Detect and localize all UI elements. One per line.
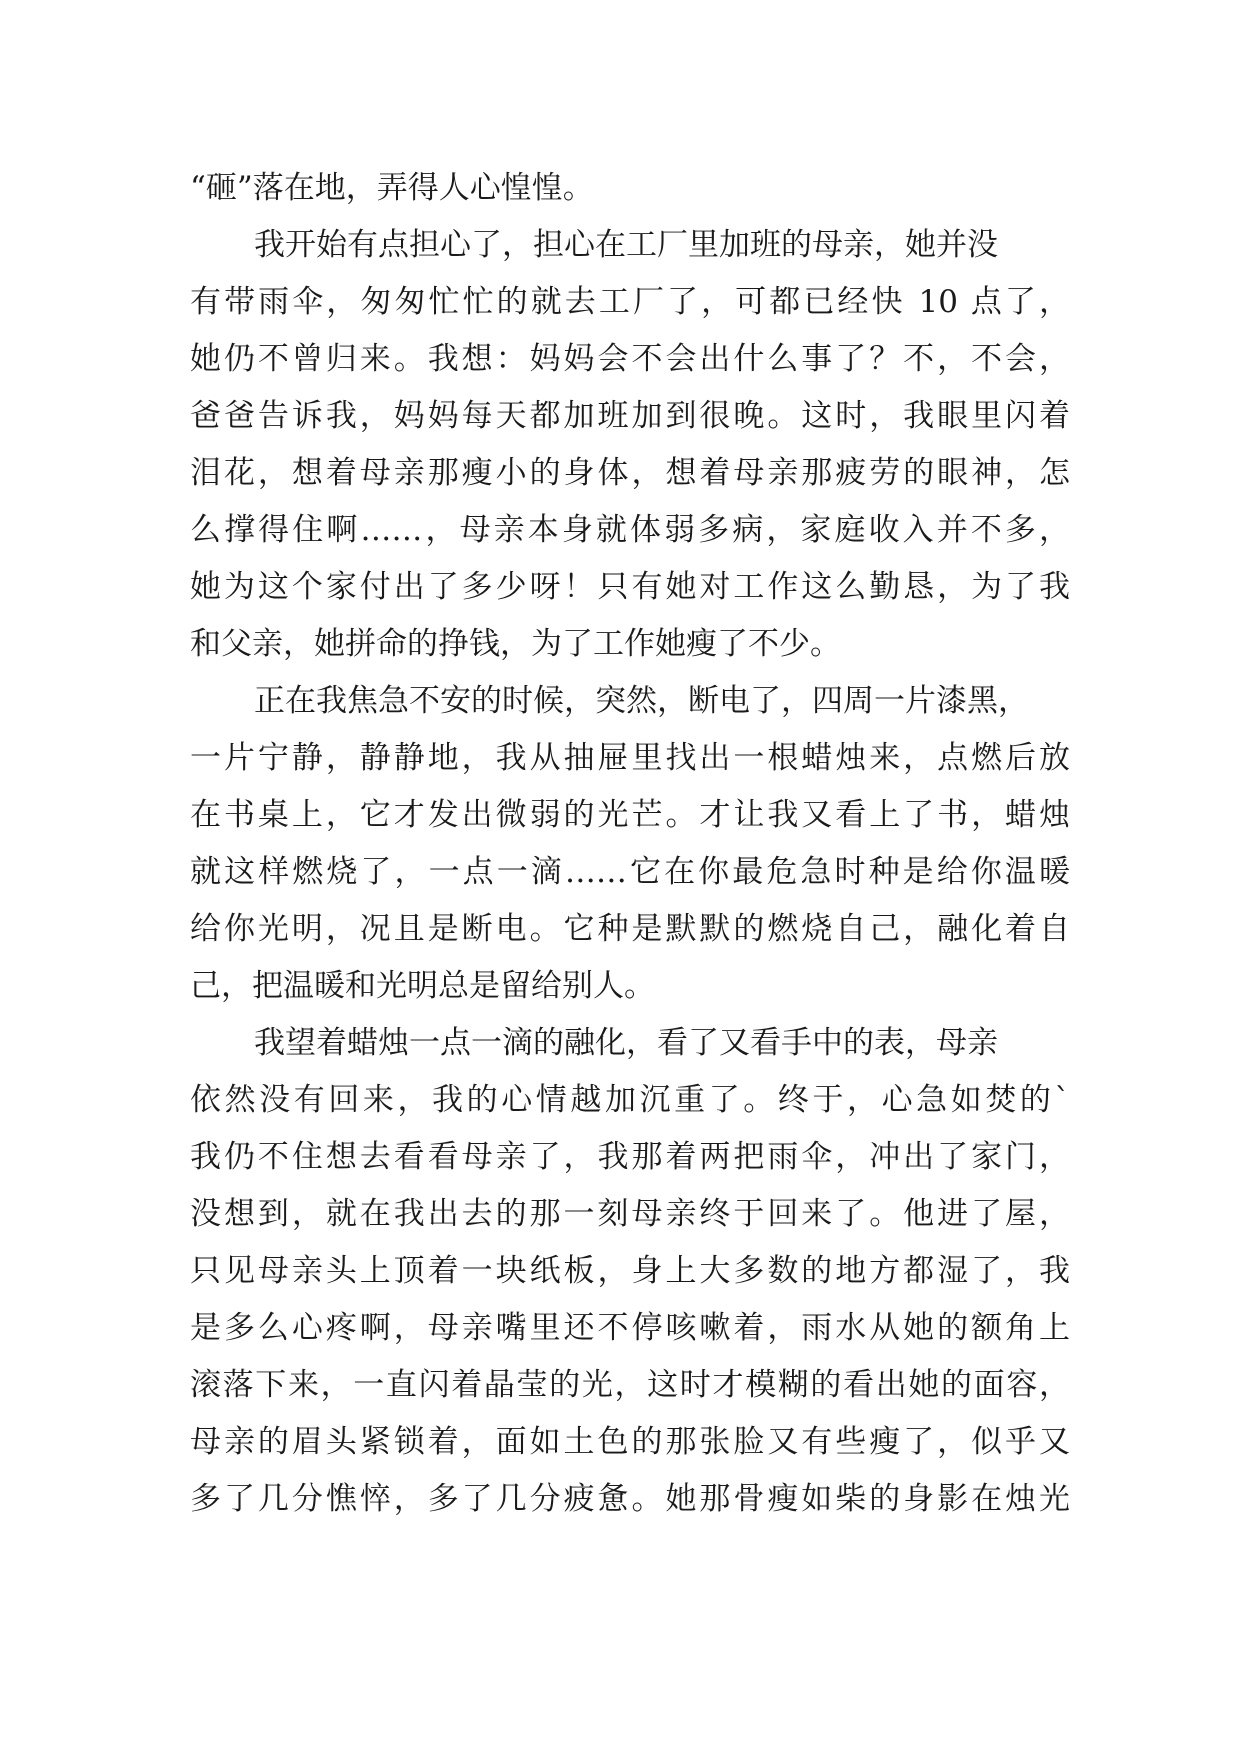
text-line-paragraph-start: 我开始有点担心了，担心在工厂里加班的母亲，她并没 [254,227,998,263]
text-line-paragraph-start: 我望着蜡烛一点一滴的融化，看了又看手中的表，母亲 [254,1025,998,1061]
text-line: 她为这个家付出了多少呀！只有她对工作这么勤恳，为了我 [190,569,1070,605]
text-line: 母亲的眉头紧锁着，面如土色的那张脸又有些瘦了，似乎又 [190,1424,1070,1460]
text-line: 己，把温暖和光明总是留给别人。 [190,968,655,1004]
text-line: 多了几分憔悴，多了几分疲惫。她那骨瘦如柴的身影在烛光 [190,1481,1070,1517]
text-line: 就这样燃烧了，一点一滴……它在你最危急时种是给你温暖 [190,854,1070,890]
document-body [190,160,1070,1528]
text-line-paragraph-start: 正在我焦急不安的时候，突然，断电了，四周一片漆黑， [254,683,1029,719]
text-line: 泪花，想着母亲那瘦小的身体，想着母亲那疲劳的眼神，怎 [190,455,1070,491]
text-line: 我仍不住想去看看母亲了，我那着两把雨伞，冲出了家门， [190,1139,1070,1175]
text-line: 给你光明，况且是断电。它种是默默的燃烧自己，融化着自 [190,911,1070,947]
text-line: 滚落下来，一直闪着晶莹的光，这时才模糊的看出她的面容， [190,1367,1070,1403]
text-line: 依然没有回来，我的心情越加沉重了。终于，心急如焚的` [190,1082,1070,1118]
text-line: 一片宁静，静静地，我从抽屉里找出一根蜡烛来，点燃后放 [190,740,1070,776]
text-line: 只见母亲头上顶着一块纸板，身上大多数的地方都湿了，我 [190,1253,1070,1289]
text-line: 没想到，就在我出去的那一刻母亲终于回来了。他进了屋， [190,1196,1070,1232]
text-line: 爸爸告诉我，妈妈每天都加班加到很晚。这时，我眼里闪着 [190,398,1070,434]
text-line: 在书桌上，它才发出微弱的光芒。才让我又看上了书，蜡烛 [190,797,1070,833]
text-line: 有带雨伞，匆匆忙忙的就去工厂了，可都已经快 10 点了， [190,284,1070,320]
text-line: “砸”落在地，弄得人心惶惶。 [190,170,594,206]
text-line: 么撑得住啊……，母亲本身就体弱多病，家庭收入并不多， [190,512,1070,548]
text-line: 是多么心疼啊，母亲嘴里还不停咳嗽着，雨水从她的额角上 [190,1310,1070,1346]
text-line: 她仍不曾归来。我想：妈妈会不会出什么事了？不，不会， [190,341,1070,377]
text-line: 和父亲，她拼命的挣钱，为了工作她瘦了不少。 [190,626,841,662]
